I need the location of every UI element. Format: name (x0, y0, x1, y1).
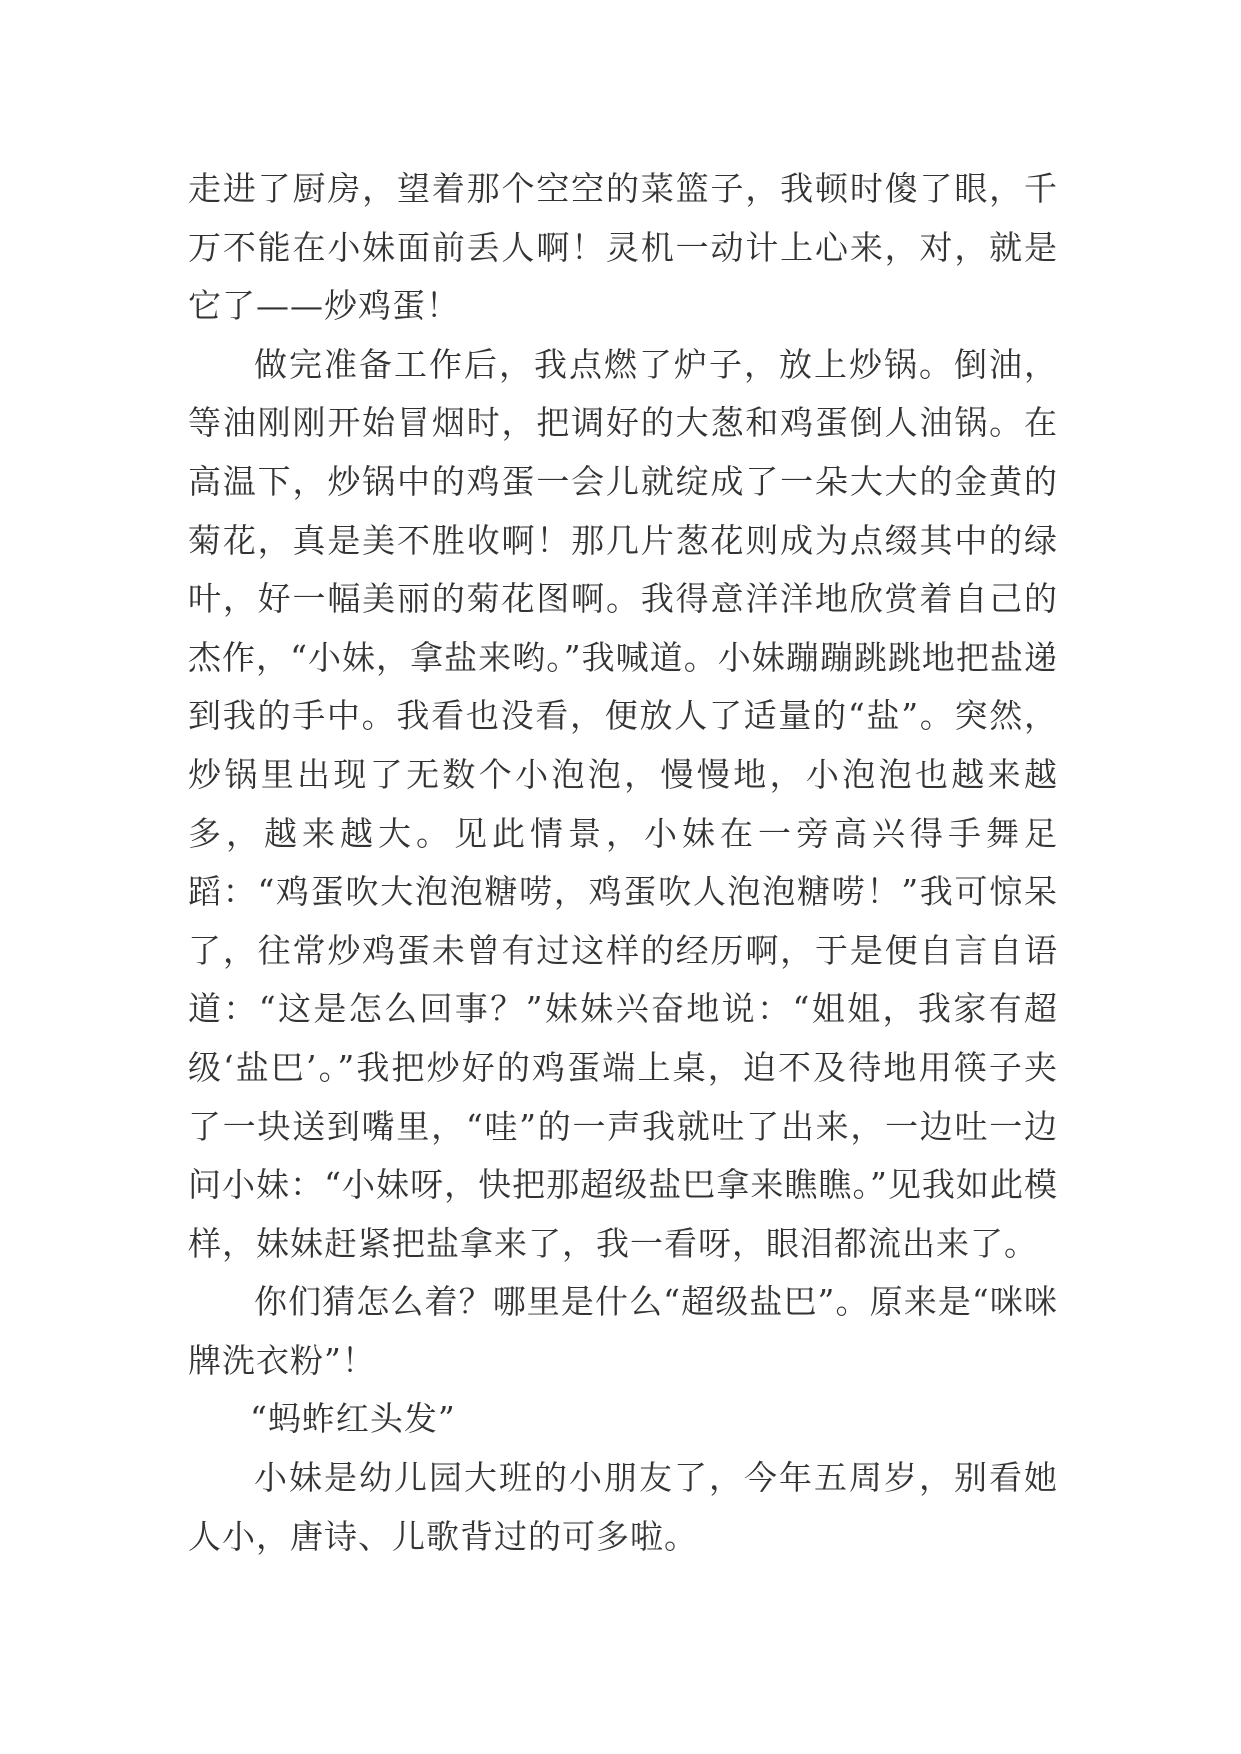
document-body (188, 160, 1058, 1566)
section-title: “蚂蚱红头发” (250, 1399, 456, 1439)
paragraph-1: 走进了厨房，望着那个空空的菜篮子，我顿时傻了眼，千万不能在小妹面前丢人啊！灵机一动计上心来，对，就是它了——炒鸡蛋！ (188, 169, 1058, 326)
paragraph-3: 你们猜怎么着？哪里是什么“超级盐巴”。原来是“咪咪牌洗衣粉”！ (188, 1282, 1058, 1380)
paragraph-2: 做完准备工作后，我点燃了炉子，放上炒锅。倒油，等油刚刚开始冒烟时，把调好的大葱和鸡蛋倒人油锅。在高温下，炒锅中的鸡蛋一会儿就绽成了一朵大大的金黄的菊花，真是美不胜收啊！那几片葱花则成为点缀其中的绿叶，好一幅美丽的菊花图啊。我得意洋洋地欣赏着自己的杰作，“小妹，拿盐来哟。”我喊道。小妹蹦蹦跳跳地把盐递到我的手中。我看也没看，便放人了适量的“盐”。突然，炒锅里出现了无数个小泡泡，慢慢地，小泡泡也越来越多，越来越大。见此情景，小妹在一旁高兴得手舞足蹈：“鸡蛋吹大泡泡糖唠，鸡蛋吹人泡泡糖唠！”我可惊呆了，往常炒鸡蛋未曾有过这样的经历啊，于是便自言自语道：“这是怎么回事？”妹妹兴奋地说：“姐姐，我家有超级‘盐巴’。”我把炒好的鸡蛋端上桌，迫不及待地用筷子夹了一块送到嘴里，“哇”的一声我就吐了出来，一边吐一边问小妹：“小妹呀，快把那超级盐巴拿来瞧瞧。”见我如此模样，妹妹赶紧把盐拿来了，我一看呀，眼泪都流出来了。 (188, 344, 1058, 1263)
paragraph-4: 小妹是幼儿园大班的小朋友了，今年五周岁，别看她人小，唐诗、儿歌背过的可多啦。 (188, 1458, 1058, 1556)
